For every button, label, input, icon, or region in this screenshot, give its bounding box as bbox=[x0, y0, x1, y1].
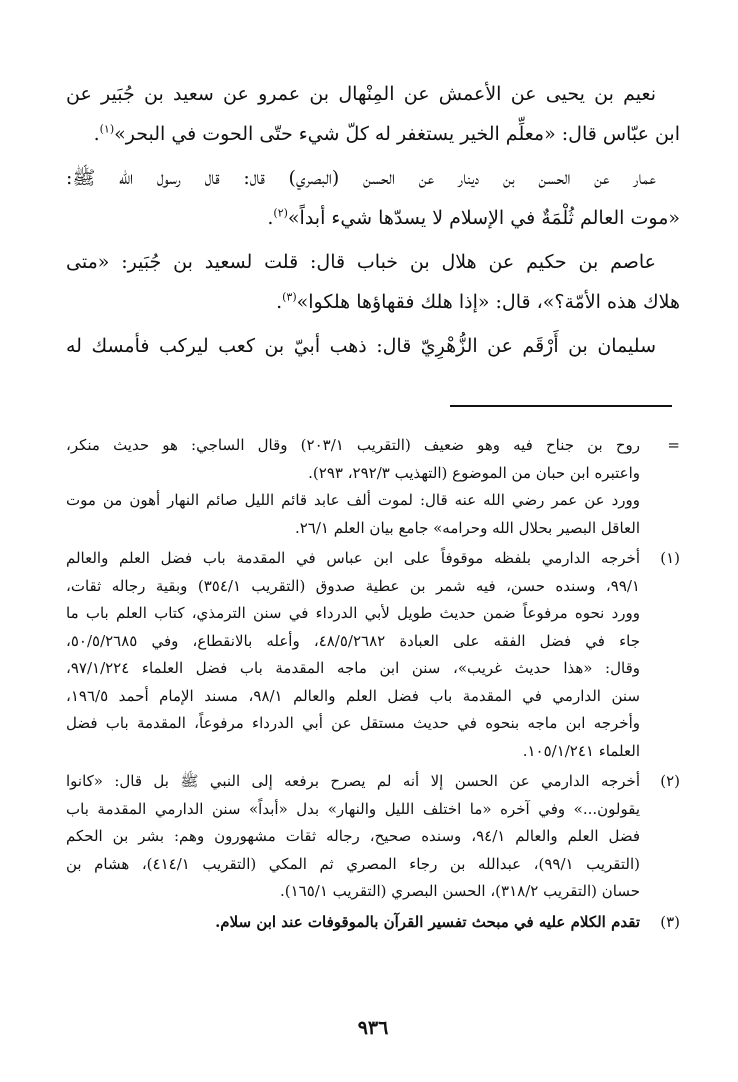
footnote-3-line: تقدم الكلام عليه في مبحث تفسير القرآن بالموقوفات عند ابن سلام. bbox=[215, 912, 640, 931]
footnote-1-line: ٩٩/١، وسنده حسن، فيه شمر بن عطية صدوق (التقريب ٣٥٤/١) وبقية رجاله ثقات، bbox=[66, 576, 640, 595]
footnote-ref-1[interactable]: (١) bbox=[99, 122, 115, 136]
paragraph-1-line-2 bbox=[66, 114, 680, 154]
book-page bbox=[66, 0, 680, 1082]
paragraph-2-line-2-text: «موت العالم ثُلْمَةٌ في الإسلام لا يسدّها شيء أبداً» bbox=[287, 207, 680, 229]
footnote-0-line: وورد عن عمر رضي الله عنه قال: لموت ألف عابد قائم الليل صائم النهار أهون من موت bbox=[66, 491, 640, 509]
footnote-marker-continuation: = bbox=[667, 436, 680, 454]
footnote-continuation bbox=[66, 432, 680, 542]
footnote-2-line: حسان (التقريب ٣١٨/٢)، الحسن البصري (التقريب ١٦٥/١). bbox=[279, 882, 640, 900]
footnotes bbox=[66, 432, 680, 939]
footnote-ref-2[interactable]: (٢) bbox=[273, 206, 288, 220]
paragraph-4 bbox=[66, 326, 680, 366]
footnote-marker-3: (٣) bbox=[660, 912, 680, 931]
footnote-0-line: روح بن جناح فيه وهو ضعيف (التقريب ٢٠٣/١) وقال الساجي: هو حديث منكر، bbox=[66, 436, 641, 454]
footnote-1-line: وأخرجه ابن ماجه بنحوه في حديث مستقل عن أبي الدرداء مرفوعاً، المقدمة باب فضل bbox=[66, 714, 640, 732]
footnote-2-line: أخرجه الدارمي عن الحسن إلا أنه لم يصرح برفعه إلى النبي ﷺ بل قال: «كانوا bbox=[66, 772, 640, 790]
footnote-1-line: وورد نحوه مرفوعاً ضمن حديث طويل لأبي الدرداء في سنن الترمذي، كتاب العلم باب ما bbox=[66, 604, 640, 622]
footnote-1-line: العلماء ١٠٥/١/٢٤١. bbox=[522, 741, 640, 760]
paragraph-1-end: . bbox=[93, 123, 100, 145]
footnote-1-line: وقال: «هذا حديث غريب»، سنن ابن ماجه المقدمة باب فضل العلماء ٩٧/١/٢٢٤، bbox=[66, 659, 640, 677]
paragraph-3-end: . bbox=[276, 291, 283, 313]
footnote-2-line: فضل العلم والعالم ٩٤/١، وسنده صحيح، رجاله ثقات مشهورون وهم: بشر بن الحكم bbox=[66, 827, 640, 845]
footnote-1-line: جاء في فضل الفقه على العبادة ٤٨/٥/٢٦٨٢، وأعله بالانقطاع، وفي ٥٠/٥/٢٦٨٥، bbox=[66, 631, 640, 650]
paragraph-1-line-1: نعيم بن يحيى عن الأعمش عن المِنْهال بن عمرو عن سعيد بن جُبَير عن bbox=[66, 83, 656, 105]
paragraph-3-line-2-text: هلاك هذه الأمّة؟»، قال: «إذا هلك فقهاؤها هلكوا» bbox=[296, 291, 680, 313]
footnote-1-line: أخرجه الدارمي بلفظه موقوفاً على ابن عباس في المقدمة باب فضل العلم والعالم bbox=[66, 549, 640, 567]
paragraph-1 bbox=[66, 74, 680, 154]
paragraph-2-line-1: عمار عن الحسن بن دينار عن الحسن (البصري) قال: قال رسول الله ﷺ: bbox=[66, 167, 656, 189]
paragraph-1-line-2-text: ابن عبّاس قال: «معلِّم الخير يستغفر له كلّ شيء حتّى الحوت في البحر» bbox=[114, 123, 680, 145]
paragraph-2-end: . bbox=[267, 207, 274, 229]
paragraph-2 bbox=[66, 158, 680, 238]
paragraph-3-line-2 bbox=[66, 282, 680, 322]
footnote-1 bbox=[66, 545, 680, 765]
footnote-separator bbox=[450, 405, 672, 407]
page-number: ٩٣٦ bbox=[357, 1017, 389, 1039]
footnote-3 bbox=[66, 909, 680, 937]
paragraph-2-line-2 bbox=[66, 198, 680, 238]
footnote-0-line: واعتبره ابن حبان من الموضوع (التهذيب ٢٩٢/٣، ٢٩٣). bbox=[308, 463, 640, 482]
footnote-2-line: (التقريب ٩٩/١)، عبدالله بن رجاء المصري ثم المكي (التقريب ٤١٤/١)، هشام بن bbox=[66, 854, 641, 873]
footnote-2 bbox=[66, 768, 680, 906]
footnote-2-line: يقولون...» وفي آخره «ما اختلف الليل والنهار» بدل «أبداً» سنن الدارمي المقدمة باب bbox=[66, 799, 640, 818]
footnote-0-line: العاقل البصير بحلال الله وحرامه» جامع بيان العلم ٢٦/١. bbox=[294, 518, 640, 537]
footnote-ref-3[interactable]: (٣) bbox=[282, 290, 297, 304]
paragraph-3-line-1: عاصم بن حكيم عن هلال بن خباب قال: قلت لسعيد بن جُبَير: «متى bbox=[66, 251, 656, 273]
footnote-1-line: سنن الدارمي في المقدمة باب فضل العلم والعالم ٩٨/١، مسند الإمام أحمد ١٩٦/٥، bbox=[66, 686, 640, 705]
paragraph-4-line-1: سليمان بن أَرْقَم عن الزُّهْرِيّ قال: ذهب أبيّ بن كعب ليركب فأمسك له bbox=[66, 335, 656, 357]
footnote-marker-1: (١) bbox=[660, 549, 680, 567]
paragraph-3 bbox=[66, 242, 680, 322]
main-text bbox=[66, 74, 680, 370]
footnote-marker-2: (٢) bbox=[660, 772, 680, 790]
